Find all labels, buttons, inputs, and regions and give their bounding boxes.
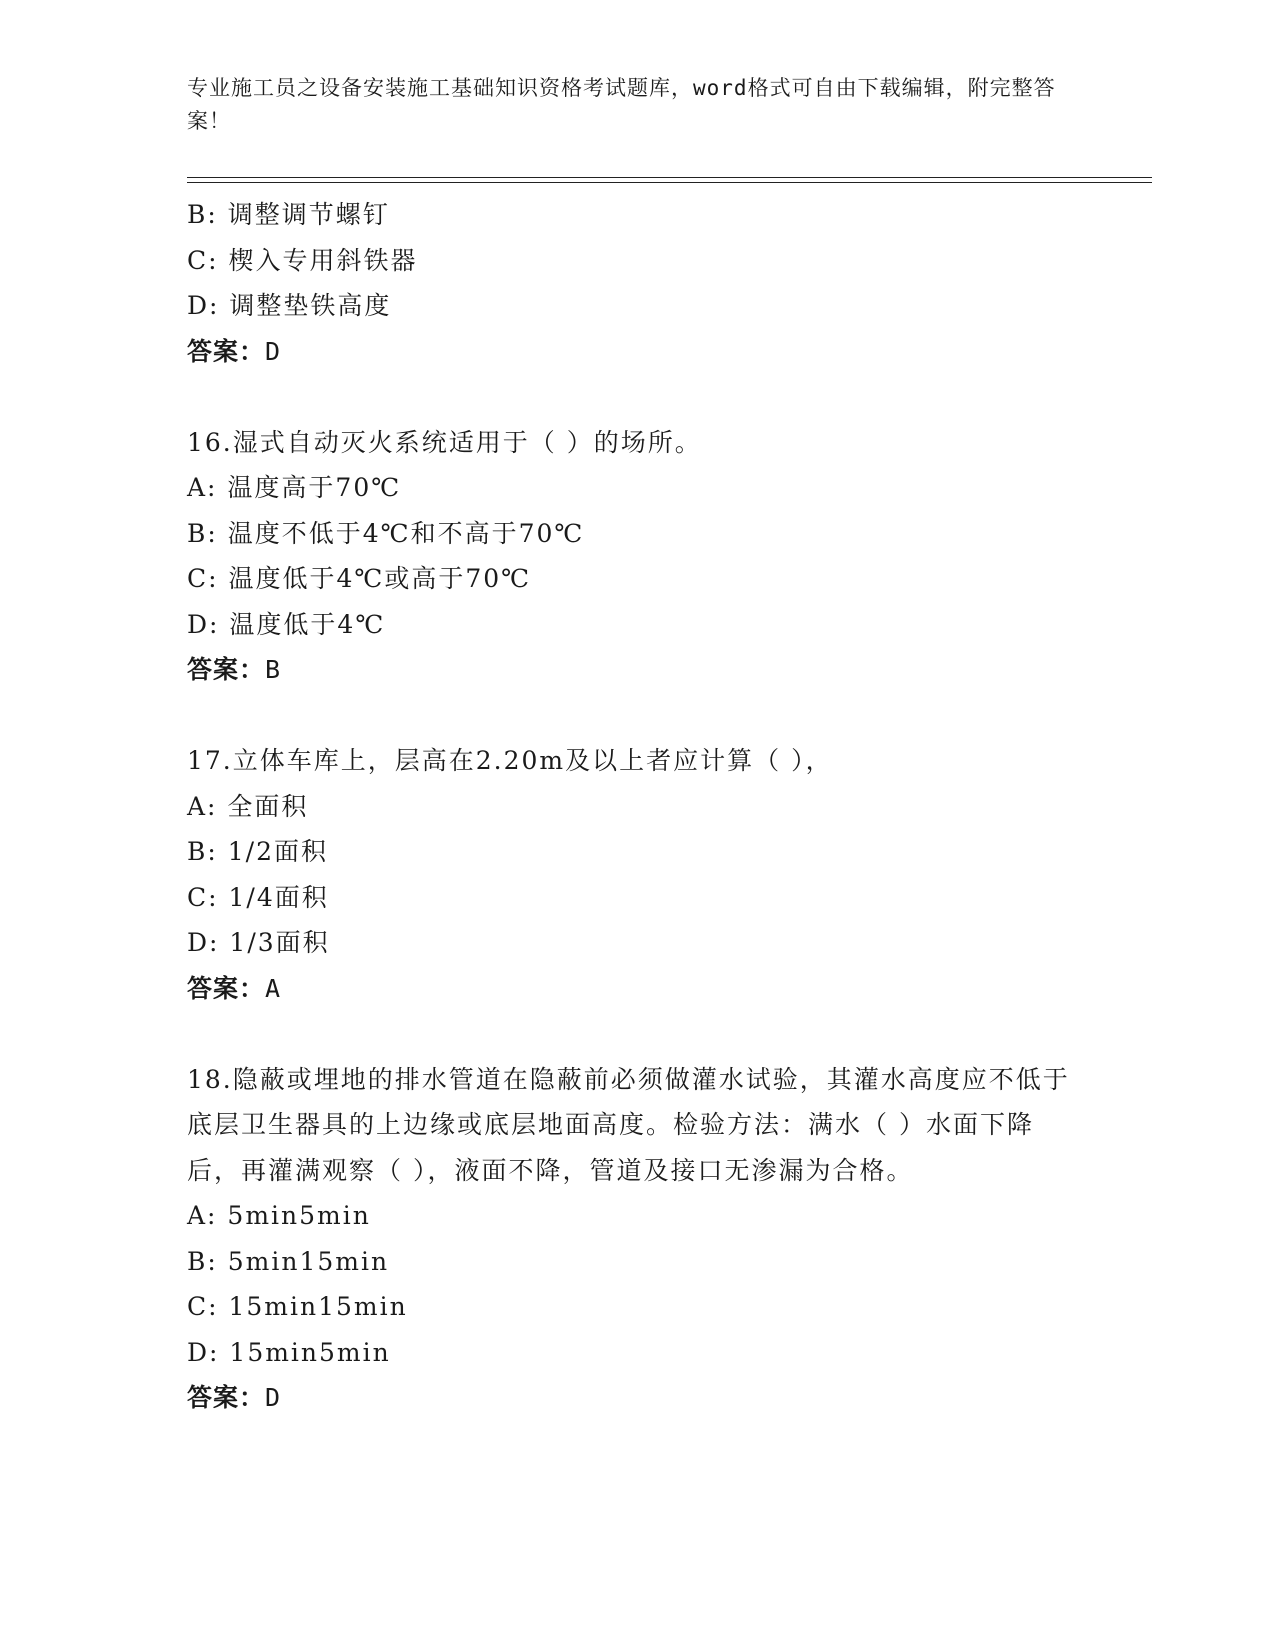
question-stem: 17.立体车库上，层高在2.20m及以上者应计算（ ）， [187, 746, 833, 775]
option-line: A: 全面积 [187, 791, 309, 821]
option-line: C: 温度低于4℃或高于70℃ [187, 564, 532, 593]
option-line: C: 楔入专用斜铁器 [187, 245, 418, 275]
answer-line [187, 329, 1087, 375]
option-line: B: 5min15min [187, 1246, 390, 1276]
question-content [187, 192, 1087, 1421]
option-line: C: 15min15min [187, 1292, 408, 1321]
answer-value: D [265, 336, 282, 366]
document-header: 专业施工员之设备安装施工基础知识资格考试题库，word格式可自由下载编辑，附完整答案！ [187, 76, 1056, 133]
answer-label: 答案： [187, 655, 266, 684]
option-line: D: 15min5min [187, 1337, 391, 1367]
answer-label: 答案： [187, 973, 266, 1003]
answer-value: B [265, 655, 282, 684]
option-line: A: 温度高于70℃ [187, 473, 402, 502]
header-rule-bottom [187, 182, 1152, 183]
option-line: A: 5min5min [187, 1201, 371, 1230]
answer-line [187, 1375, 1087, 1421]
answer-label: 答案： [187, 336, 266, 366]
answer-line [187, 647, 1087, 693]
question-stem: 16.湿式自动灭火系统适用于（ ）的场所。 [187, 427, 702, 457]
answer-value: A [265, 973, 282, 1003]
answer-value: D [265, 1383, 282, 1412]
option-line: D: 调整垫铁高度 [187, 291, 392, 320]
option-line: D: 1/3面积 [187, 928, 330, 957]
option-line: B: 1/2面积 [187, 837, 328, 866]
answer-line [187, 966, 1087, 1012]
option-line: C: 1/4面积 [187, 882, 329, 912]
option-line: D: 温度低于4℃ [187, 609, 386, 639]
answer-label: 答案： [187, 1383, 266, 1412]
question-stem: 18.隐蔽或埋地的排水管道在隐蔽前必须做灌水试验，其灌水高度应不低于底层卫生器具的上边缘或底层地面高度。检验方法：满水（ ）水面下降后，再灌满观察（ ），液面不降，管道及接口无渗漏为合格。 [187, 1064, 1070, 1185]
option-line: B: 调整调节螺钉 [187, 200, 390, 229]
header-rule-top [187, 177, 1152, 178]
option-line: B: 温度不低于4℃和不高于70℃ [187, 518, 585, 548]
